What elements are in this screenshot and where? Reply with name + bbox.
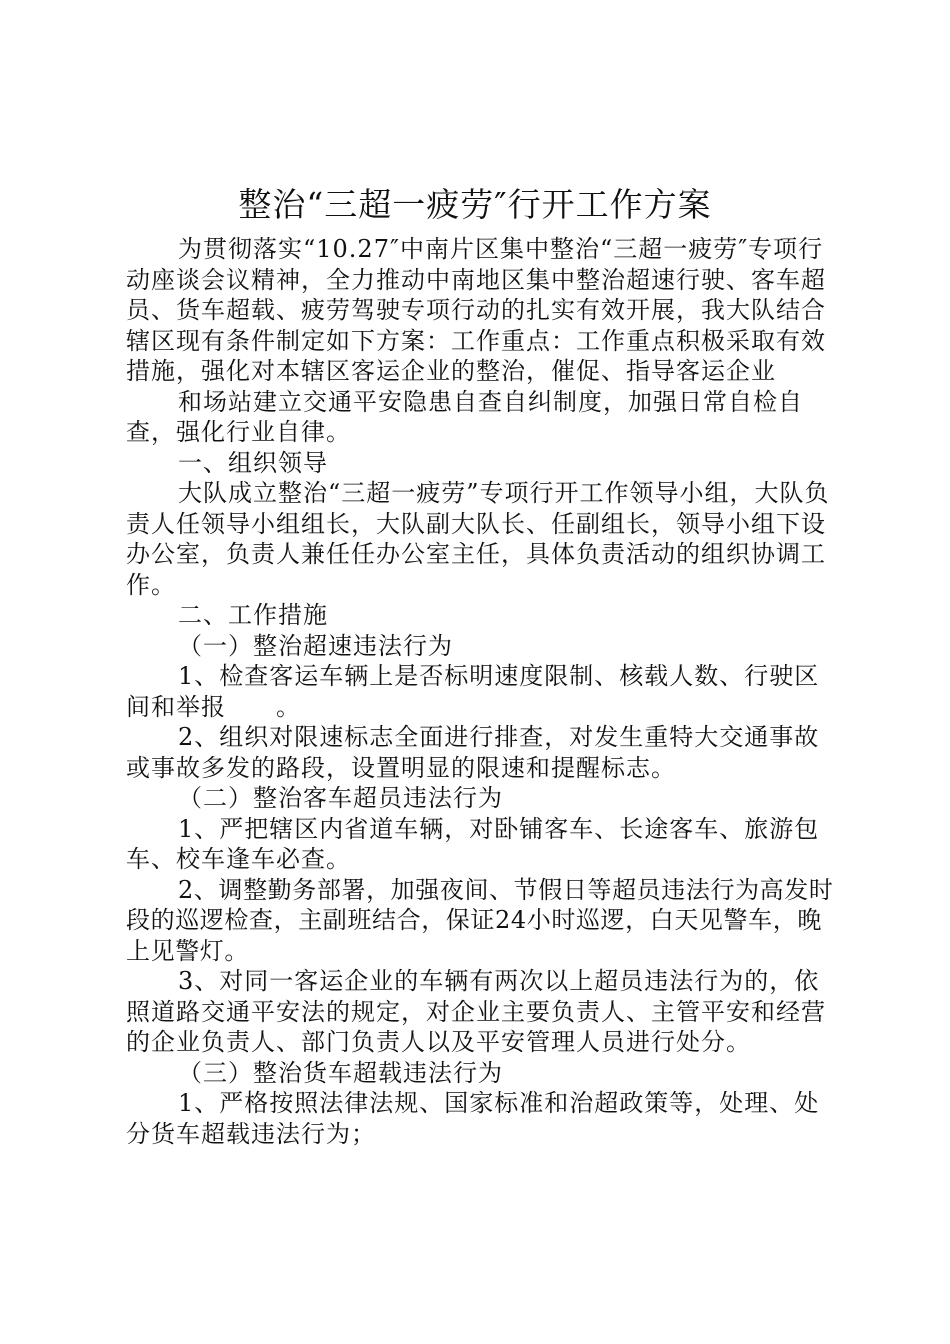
section-heading-measures: 二、工作措施 bbox=[178, 601, 328, 629]
section-heading-organization: 一、组织领导 bbox=[178, 448, 328, 477]
list-item-speeding-2: 2、组织对限速标志全面进行排查，对发生重特大交通事故或事故多发的路段，设置明显的限速和提醒标志。 bbox=[126, 723, 820, 782]
paragraph-organization: 大队成立整治“三超一疲劳”专项行开工作领导小组，大队负责人任领导小组组长，大队副大队长、任副组长，领导小组下设办公室，负责人兼任任办公室主任，具体负责活动的组织协调工作。 bbox=[126, 479, 830, 599]
subsection-heading-speeding: （一）整治超速违法行为 bbox=[178, 631, 453, 660]
list-item-passenger-2: 2、调整勤务部署，加强夜间、节假日等超员违法行为高发时段的巡逻检查，主副班结合，保证24小时巡逻，白天见警车，晚上见警灯。 bbox=[126, 875, 834, 965]
paragraph-intro-continued: 和场站建立交通平安隐患自查自纠制度，加强日常自检自查，强化行业自律。 bbox=[126, 387, 803, 446]
document-title: 整治“三超一疲劳″行开工作方案 bbox=[238, 185, 712, 224]
subsection-heading-passenger-overload: （二）整治客车超员违法行为 bbox=[178, 784, 503, 812]
list-item-cargo-1: 1、严格按照法律法规、国家标准和治超政策等，处理、处分货车超载违法行为； bbox=[126, 1089, 820, 1148]
paragraph-intro: 为贯彻落实“10.27″中南片区集中整治“三超一疲劳″专项行动座谈会议精神，全力推动中南地区集中整治超速行驶、客车超员、货车超载、疲劳驾驶专项行动的扎实有效开展，我大队结合辖区现有条件制定如下方案：工作重点：工作重点积极采取有效措施，强化对本辖区客运企业的整治，催促、指导客运企业 bbox=[126, 235, 826, 385]
document-body bbox=[126, 234, 838, 1149]
list-item-passenger-1: 1、严把辖区内省道车辆，对卧铺客车、长途客车、旅游包车、校车逢车必查。 bbox=[126, 814, 820, 873]
subsection-heading-cargo-overload: （三）整治货车超载违法行为 bbox=[178, 1058, 503, 1087]
list-item-passenger-3: 3、对同一客运企业的车辆有两次以上超员违法行为的，依照道路交通平安法的规定，对企业主要负责人、主管平安和经营的企业负责人、部门负责人以及平安管理人员进行处分。 bbox=[126, 967, 826, 1056]
list-item-speeding-1: 1、检查客运车辆上是否标明速度限制、核载人数、行驶区间和举报 。 bbox=[126, 662, 820, 721]
